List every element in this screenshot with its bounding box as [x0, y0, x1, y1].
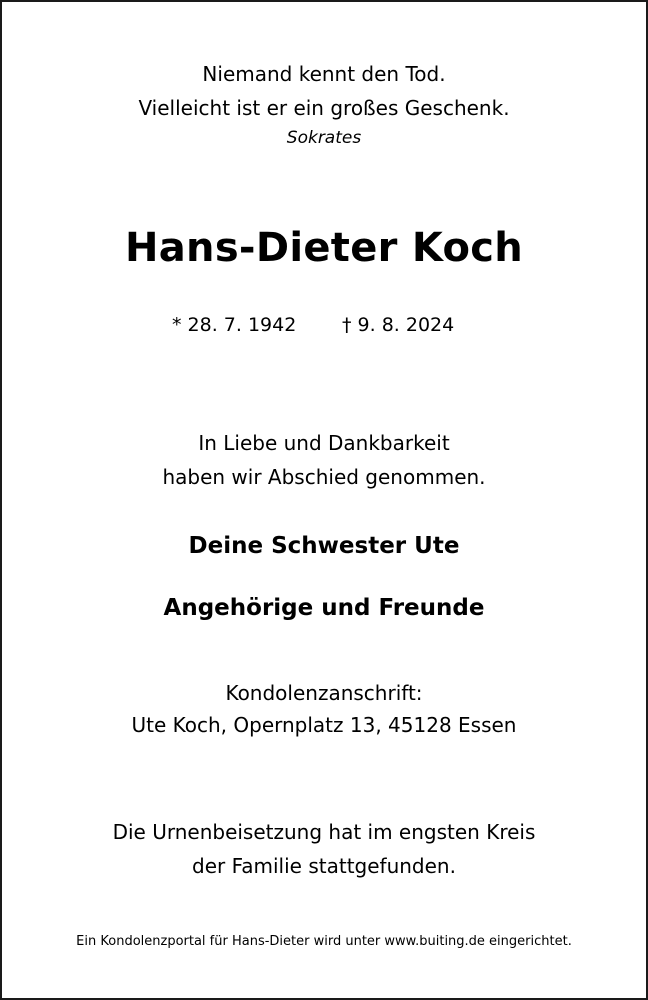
portal-note: Ein Kondolenzportal für Hans-Dieter wird unter www.buiting.de eingerichtet.	[76, 934, 572, 949]
death-date: † 9. 8. 2024	[342, 314, 455, 336]
quote-line-2: Vielleicht ist er ein großes Geschenk.	[138, 96, 510, 120]
mourner-relatives: Angehörige und Freunde	[163, 595, 485, 621]
birth-date: * 28. 7. 1942	[172, 314, 297, 336]
deceased-name: Hans-Dieter Koch	[124, 225, 524, 271]
farewell-line-2: haben wir Abschied genommen.	[162, 465, 486, 489]
quote-line-1: Niemand kennt den Tod.	[202, 62, 446, 86]
burial-note-line-1: Die Urnenbeisetzung hat im engsten Kreis	[112, 820, 536, 844]
life-dates	[2, 314, 646, 340]
condolence-label: Kondolenzanschrift:	[225, 681, 423, 705]
farewell-line-1: In Liebe und Dankbarkeit	[198, 431, 450, 455]
mourner-sister: Deine Schwester Ute	[188, 533, 460, 559]
condolence-address: Ute Koch, Opernplatz 13, 45128 Essen	[131, 713, 517, 737]
quote-author: Sokrates	[286, 128, 362, 148]
burial-note-line-2: der Familie stattgefunden.	[192, 854, 456, 878]
